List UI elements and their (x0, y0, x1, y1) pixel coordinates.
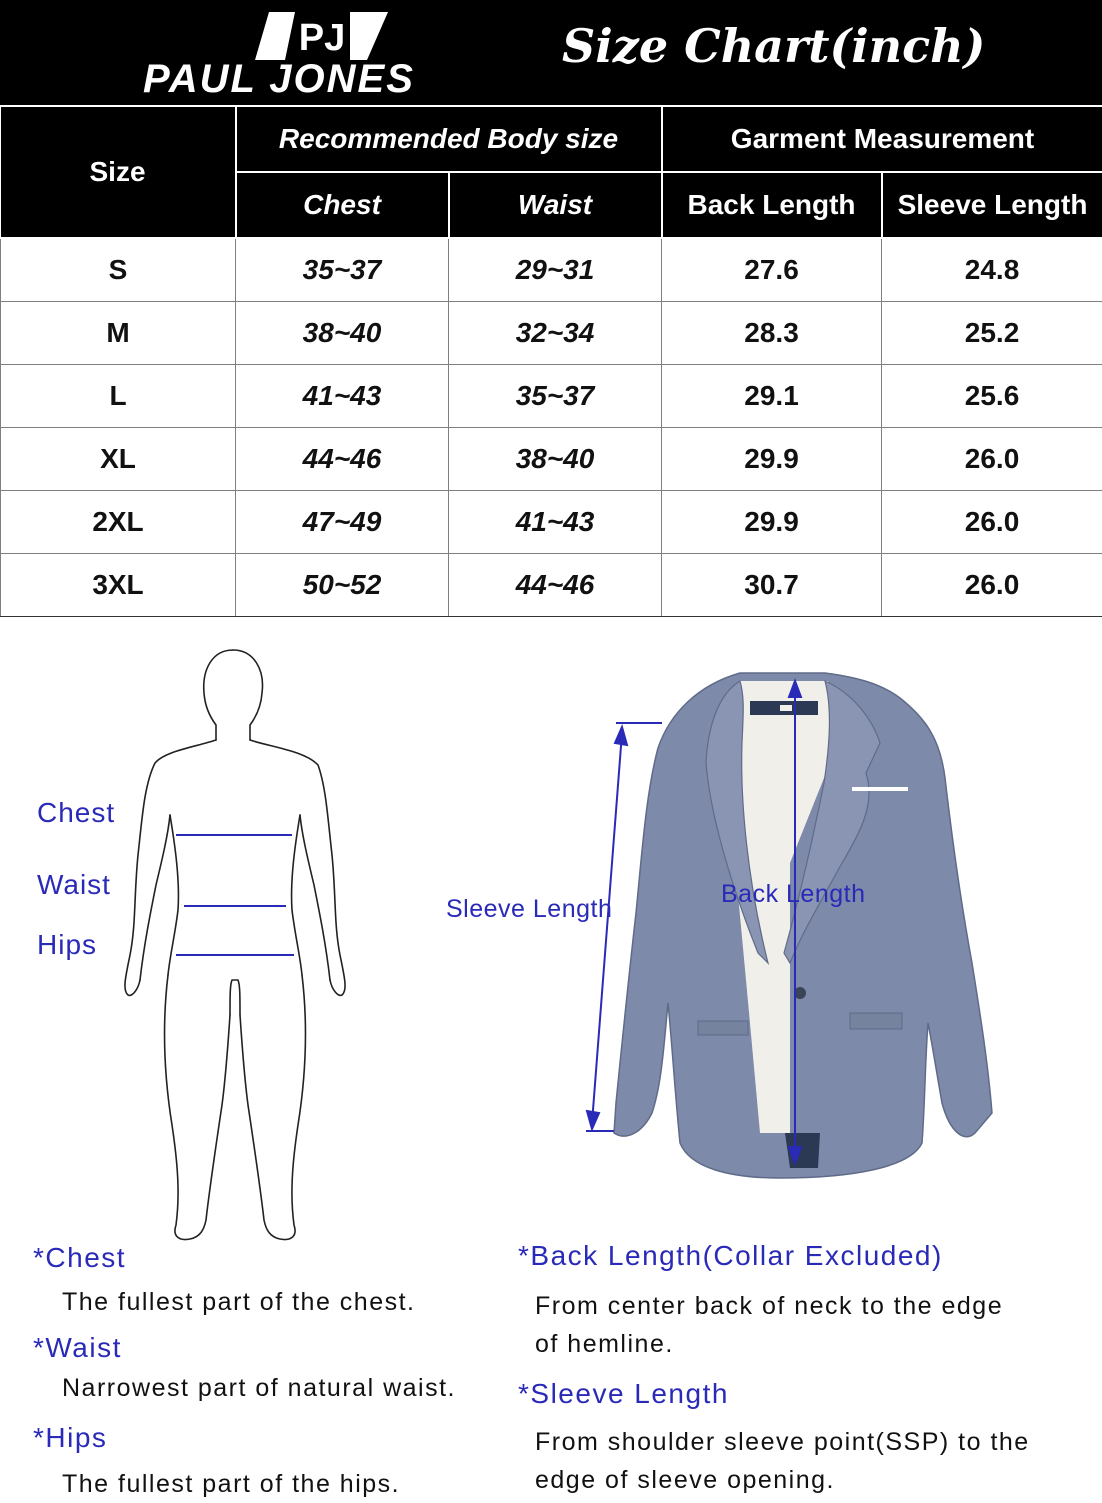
body-outline-icon (120, 645, 360, 1245)
measurement-figures (0, 625, 1102, 1245)
note-back-length-heading: *Back Length(Collar Excluded) (518, 1240, 943, 1272)
cell-back-length: 29.9 (662, 491, 882, 554)
cell-size: S (1, 238, 236, 302)
logo-monogram: PJ (299, 17, 345, 59)
note-hips-heading: *Hips (33, 1422, 107, 1454)
note-chest-text: The fullest part of the chest. (62, 1283, 416, 1321)
note-sleeve-length-heading: *Sleeve Length (518, 1378, 729, 1410)
cell-size: XL (1, 428, 236, 491)
cell-sleeve-length: 25.2 (882, 302, 1102, 365)
label-back-length: Back Length (721, 878, 866, 910)
cell-sleeve-length: 26.0 (882, 554, 1102, 617)
cell-waist: 35~37 (449, 365, 662, 428)
label-waist: Waist (37, 869, 111, 901)
cell-sleeve-length: 26.0 (882, 491, 1102, 554)
brand-logo-icon (255, 10, 390, 62)
pocket-square (852, 787, 908, 791)
cell-chest: 47~49 (236, 491, 449, 554)
label-hips: Hips (37, 929, 97, 961)
table-row (1, 491, 1102, 554)
header-sleeve-length: Sleeve Length (882, 172, 1102, 238)
brand-name: PAUL JONES (143, 56, 415, 102)
table-row (1, 428, 1102, 491)
note-chest-heading: *Chest (33, 1242, 126, 1274)
header-back-length: Back Length (662, 172, 882, 238)
header-waist: Waist (449, 172, 662, 238)
page-title: Size Chart(inch) (562, 14, 985, 78)
table-row (1, 554, 1102, 617)
jacket-illustration (580, 663, 1010, 1193)
cell-waist: 38~40 (449, 428, 662, 491)
note-waist-heading: *Waist (33, 1332, 122, 1364)
table-row (1, 238, 1102, 302)
header-size: Size (1, 106, 236, 238)
header-chest: Chest (236, 172, 449, 238)
cell-size: M (1, 302, 236, 365)
cell-back-length: 29.1 (662, 365, 882, 428)
size-table (0, 105, 1102, 617)
cell-chest: 35~37 (236, 238, 449, 302)
label-sleeve-length: Sleeve Length (446, 893, 612, 925)
cell-size: L (1, 365, 236, 428)
label-chest: Chest (37, 797, 115, 829)
cell-waist: 29~31 (449, 238, 662, 302)
cell-size: 3XL (1, 554, 236, 617)
table-row (1, 302, 1102, 365)
note-hips-text: The fullest part of the hips. (62, 1465, 400, 1503)
cell-back-length: 29.9 (662, 428, 882, 491)
cell-waist: 41~43 (449, 491, 662, 554)
cell-back-length: 27.6 (662, 238, 882, 302)
note-sleeve-length-text-2: edge of sleeve opening. (535, 1461, 835, 1499)
cell-sleeve-length: 26.0 (882, 428, 1102, 491)
cell-sleeve-length: 25.6 (882, 365, 1102, 428)
cell-waist: 32~34 (449, 302, 662, 365)
table-header-row (1, 106, 1102, 172)
note-back-length-text-1: From center back of neck to the edge (535, 1287, 1003, 1325)
cell-chest: 44~46 (236, 428, 449, 491)
cell-chest: 41~43 (236, 365, 449, 428)
header-garment-measurement: Garment Measurement (662, 106, 1102, 172)
note-back-length-text-2: of hemline. (535, 1325, 674, 1363)
header-recommended-body-size: Recommended Body size (236, 106, 662, 172)
note-sleeve-length-text-1: From shoulder sleeve point(SSP) to the (535, 1423, 1030, 1461)
cell-size: 2XL (1, 491, 236, 554)
cell-back-length: 30.7 (662, 554, 882, 617)
note-waist-text: Narrowest part of natural waist. (62, 1369, 456, 1407)
cell-back-length: 28.3 (662, 302, 882, 365)
cell-waist: 44~46 (449, 554, 662, 617)
cell-chest: 38~40 (236, 302, 449, 365)
header-banner (0, 0, 1102, 105)
cell-sleeve-length: 24.8 (882, 238, 1102, 302)
cell-chest: 50~52 (236, 554, 449, 617)
table-row (1, 365, 1102, 428)
